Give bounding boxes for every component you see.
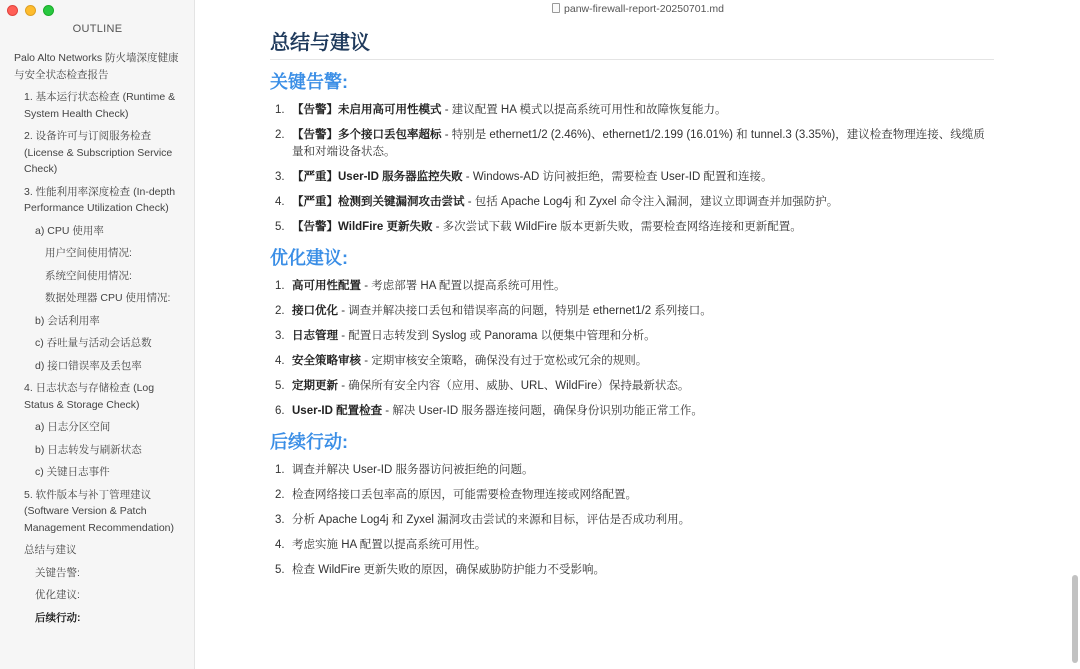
item-text: - 定期审核安全策略，确保没有过于宽松或冗余的规则。 xyxy=(361,355,648,367)
item-title: 【严重】检测到关键漏洞攻击尝试 xyxy=(292,196,465,208)
outline-item[interactable]: d) 接口错误率及丢包率 xyxy=(35,359,142,372)
item-title: 定期更新 xyxy=(292,380,338,392)
item-text: - 多次尝试下载 WildFire 版本更新失败，需要检查网络连接和更新配置。 xyxy=(432,221,802,233)
outline-sidebar xyxy=(0,0,195,669)
document-icon xyxy=(552,3,560,13)
list-item xyxy=(270,462,994,479)
list-number: 4. xyxy=(275,539,285,551)
outline-item[interactable]: b) 会话利用率 xyxy=(35,314,100,327)
item-title: 日志管理 xyxy=(292,330,338,342)
section-heading: 关键告警: xyxy=(270,72,348,92)
list-item xyxy=(270,353,994,370)
list-item xyxy=(270,303,994,320)
list-item xyxy=(270,219,994,236)
outline-item[interactable]: 4. 日志状态与存储检查 (Log Status & Storage Check) xyxy=(24,382,155,411)
item-title: 【告警】WildFire 更新失败 xyxy=(292,221,433,233)
zoom-window-button[interactable] xyxy=(43,5,54,16)
list-item xyxy=(270,194,994,211)
outline-item[interactable]: 3. 性能利用率深度检查 (In-depth Performance Utilization Check) xyxy=(24,185,176,214)
outline-item[interactable]: 用户空间使用情况: xyxy=(45,247,132,259)
list-number: 5. xyxy=(275,380,285,392)
document-content[interactable] xyxy=(270,30,994,587)
item-title: User-ID 配置检查 xyxy=(292,405,383,417)
item-title: 安全策略审核 xyxy=(292,355,361,367)
section-heading: 后续行动: xyxy=(270,432,348,452)
outline-title: OUTLINE xyxy=(72,23,123,35)
item-title: 接口优化 xyxy=(292,305,338,317)
list-number: 1. xyxy=(275,464,285,476)
outline-item[interactable]: a) CPU 使用率 xyxy=(35,224,104,237)
window-title xyxy=(196,3,1080,15)
list-item xyxy=(270,562,994,579)
list-number: 1. xyxy=(275,104,285,116)
list-number: 3. xyxy=(275,330,285,342)
close-window-button[interactable] xyxy=(7,5,18,16)
item-text: 检查网络接口丢包率高的原因，可能需要检查物理连接或网络配置。 xyxy=(292,489,637,501)
outline-item[interactable]: c) 关键日志事件 xyxy=(35,466,110,478)
item-text: - 确保所有安全内容（应用、威胁、URL、WildFire）保持最新状态。 xyxy=(338,380,690,392)
list-item xyxy=(270,278,994,295)
window-controls xyxy=(7,5,54,16)
item-title: 【告警】未启用高可用性模式 xyxy=(292,104,442,116)
list-item xyxy=(270,127,994,161)
section-heading: 优化建议: xyxy=(270,248,348,268)
outline-item[interactable]: 总结与建议 xyxy=(24,544,77,556)
outline-item[interactable]: 5. 软件版本与补丁管理建议 (Software Version & Patch Management Recommendation) xyxy=(24,488,174,534)
list-number: 3. xyxy=(275,514,285,526)
list-number: 2. xyxy=(275,489,285,501)
ordered-list xyxy=(270,278,994,420)
list-item xyxy=(270,102,994,119)
outline-item[interactable]: c) 吞吐量与活动会话总数 xyxy=(35,337,152,349)
outline-item[interactable]: 关键告警: xyxy=(35,566,80,579)
outline-item[interactable]: a) 日志分区空间 xyxy=(35,421,111,433)
ordered-list xyxy=(270,462,994,579)
file-name: panw-firewall-report-20250701.md xyxy=(564,3,724,15)
list-number: 5. xyxy=(275,564,285,576)
outline-item[interactable]: 数据处理器 CPU 使用情况: xyxy=(45,292,171,304)
list-number: 1. xyxy=(275,280,285,292)
list-number: 6. xyxy=(275,405,285,417)
outline-list xyxy=(0,50,195,632)
vertical-scrollbar[interactable] xyxy=(1072,575,1078,663)
list-item xyxy=(270,169,994,186)
outline-item[interactable]: Palo Alto Networks 防火墙深度健康与安全状态检查报告 xyxy=(14,52,179,81)
item-title: 【严重】User-ID 服务器监控失败 xyxy=(292,171,463,183)
list-item xyxy=(270,512,994,529)
item-title: 【告警】多个接口丢包率超标 xyxy=(292,129,442,141)
list-number: 2. xyxy=(275,305,285,317)
list-item xyxy=(270,403,994,420)
item-text: - 配置日志转发到 Syslog 或 Panorama 以便集中管理和分析。 xyxy=(338,330,656,342)
list-number: 3. xyxy=(275,171,285,183)
outline-item[interactable]: 后续行动: xyxy=(35,611,81,624)
list-number: 4. xyxy=(275,355,285,367)
item-text: 检查 WildFire 更新失败的原因，确保威胁防护能力不受影响。 xyxy=(292,564,606,576)
item-text: - 特别是 ethernet1/2 (2.46%)、ethernet1/2.199 (16.01%) 和 tunnel.3 (3.35%)，建议检查物理连接、线缆质量和对端设备状态。 xyxy=(292,129,985,158)
outline-item[interactable]: 1. 基本运行状态检查 (Runtime & System Health Check) xyxy=(24,91,176,120)
list-number: 2. xyxy=(275,129,285,141)
editor-pane xyxy=(196,0,1080,669)
item-text: - 考虑部署 HA 配置以提高系统可用性。 xyxy=(361,280,566,292)
outline-item[interactable]: 2. 设备许可与订阅服务检查 (License & Subscription Service Check) xyxy=(24,130,173,175)
item-title: 高可用性配置 xyxy=(292,280,361,292)
page-title: 总结与建议 xyxy=(270,30,994,60)
item-text: 考虑实施 HA 配置以提高系统可用性。 xyxy=(292,539,487,551)
item-text: 调查并解决 User-ID 服务器访问被拒绝的问题。 xyxy=(292,464,534,476)
outline-item[interactable]: 系统空间使用情况: xyxy=(45,269,132,282)
ordered-list xyxy=(270,102,994,236)
item-text: - Windows-AD 访问被拒绝，需要检查 User-ID 配置和连接。 xyxy=(462,171,773,183)
item-text: - 包括 Apache Log4j 和 Zyxel 命令注入漏洞，建议立即调查并加强防护。 xyxy=(464,196,839,208)
item-text: - 建议配置 HA 模式以提高系统可用性和故障恢复能力。 xyxy=(441,104,727,116)
outline-item[interactable]: 优化建议: xyxy=(35,589,80,601)
outline-item[interactable]: b) 日志转发与刷新状态 xyxy=(35,443,142,456)
item-text: - 调查并解决接口丢包和错误率高的问题，特别是 ethernet1/2 系列接口。 xyxy=(338,305,712,317)
item-text: - 解决 User-ID 服务器连接问题，确保身份识别功能正常工作。 xyxy=(382,405,703,417)
list-item xyxy=(270,328,994,345)
list-item xyxy=(270,537,994,554)
list-number: 5. xyxy=(275,221,285,233)
list-item xyxy=(270,487,994,504)
list-item xyxy=(270,378,994,395)
list-number: 4. xyxy=(275,196,285,208)
minimize-window-button[interactable] xyxy=(25,5,36,16)
item-text: 分析 Apache Log4j 和 Zyxel 漏洞攻击尝试的来源和目标，评估是否成功利用。 xyxy=(292,514,691,526)
